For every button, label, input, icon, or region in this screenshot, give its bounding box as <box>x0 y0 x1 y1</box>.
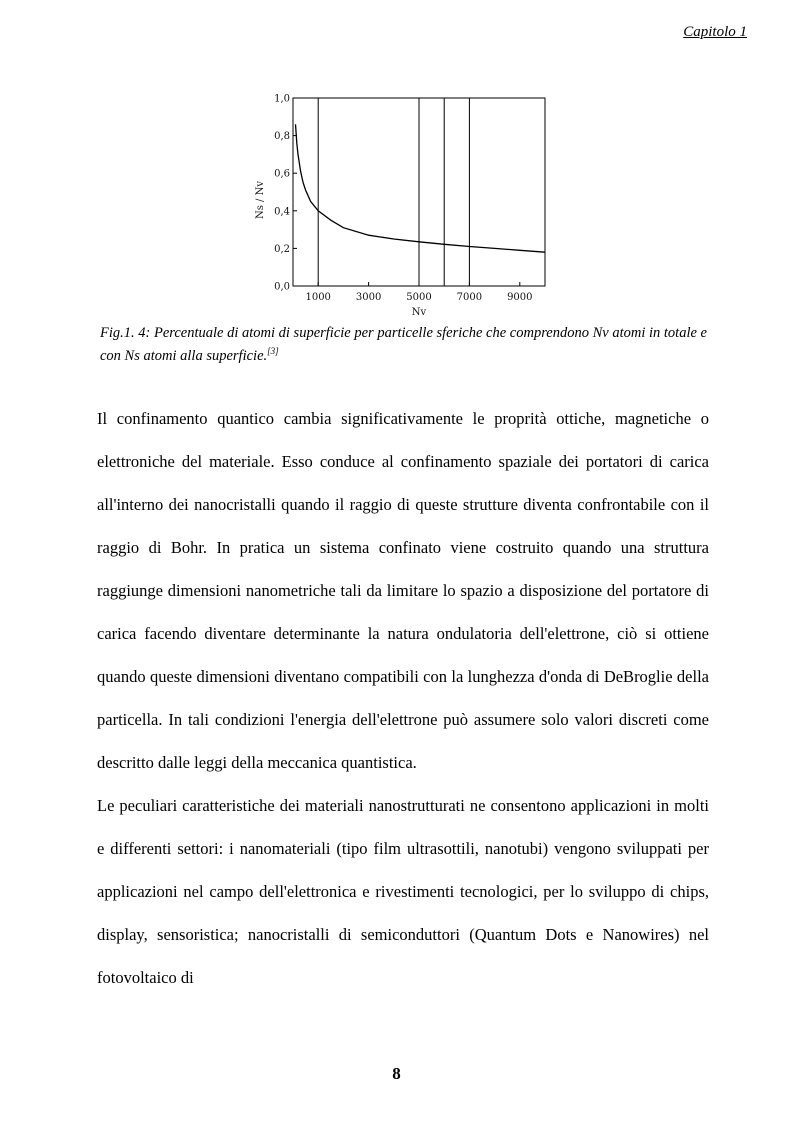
page-number: 8 <box>392 1064 401 1083</box>
x-axis-label: Nv <box>411 307 427 318</box>
y-tick-label: 0,6 <box>274 168 290 180</box>
chart-svg <box>238 90 558 320</box>
x-tick-label: 7000 <box>456 292 483 303</box>
surface-atoms-chart <box>238 90 558 320</box>
paragraph: Il confinamento quantico cambia significativamente le proprità ottiche, magnetiche o elettroniche del materiale. Esso conduce al confinamento spaziale dei portatori di carica all'interno dei nanocristalli quando il raggio di queste strutture diventa confrontabile con il raggio di Bohr. In pratica un sistema confinato viene costruito quando una struttura raggiunge dimensioni nanometriche tali da limitare lo spazio a disposizione del portatore di carica facendo diventare determinante la natura ondulatoria dell'elettrone, ciò si ottiene quando queste dimensioni diventano compatibili con la lunghezza d'onda di DeBroglie della particella. In tali condizioni l'energia dell'elettrone può assumere solo valori discreti come descritto dalle leggi della meccanica quantistica. <box>97 409 709 772</box>
caption-reference: [3] <box>267 346 279 356</box>
body-text <box>97 397 709 999</box>
y-tick-label: 0,4 <box>274 206 290 218</box>
x-tick-label: 9000 <box>507 292 533 303</box>
y-axis-label: Ns / Nv <box>255 180 266 220</box>
paragraph: Le peculiari caratteristiche dei materiali nanostrutturati ne consentono applicazioni in molti e differenti settori: i nanomateriali (tipo film ultrasottili, nanotubi) vengono sviluppati per applicazioni nel campo dell'elettronica e rivestimenti tecnologici, per lo sviluppo di chips, display, sensoristica; nanocristalli di semiconduttori (Quantum Dots e Nanowires) nel fotovoltaico di <box>97 796 709 987</box>
y-tick-label: 0,8 <box>274 131 290 143</box>
x-tick-label: 1000 <box>305 292 331 303</box>
series-line <box>296 124 546 252</box>
y-tick-label: 1,0 <box>274 93 290 105</box>
x-tick-label: 3000 <box>355 292 382 303</box>
figure-caption <box>100 324 715 365</box>
caption-text: Fig.1. 4: Percentuale di atomi di superficie per particelle sferiche che comprendono Nv atomi in totale e con Ns atomi alla superficie. <box>100 325 707 364</box>
y-tick-label: 0,2 <box>274 243 290 255</box>
chapter-header: Capitolo 1 <box>683 24 747 40</box>
y-tick-label: 0,0 <box>274 281 290 293</box>
x-tick-label: 5000 <box>406 292 432 303</box>
